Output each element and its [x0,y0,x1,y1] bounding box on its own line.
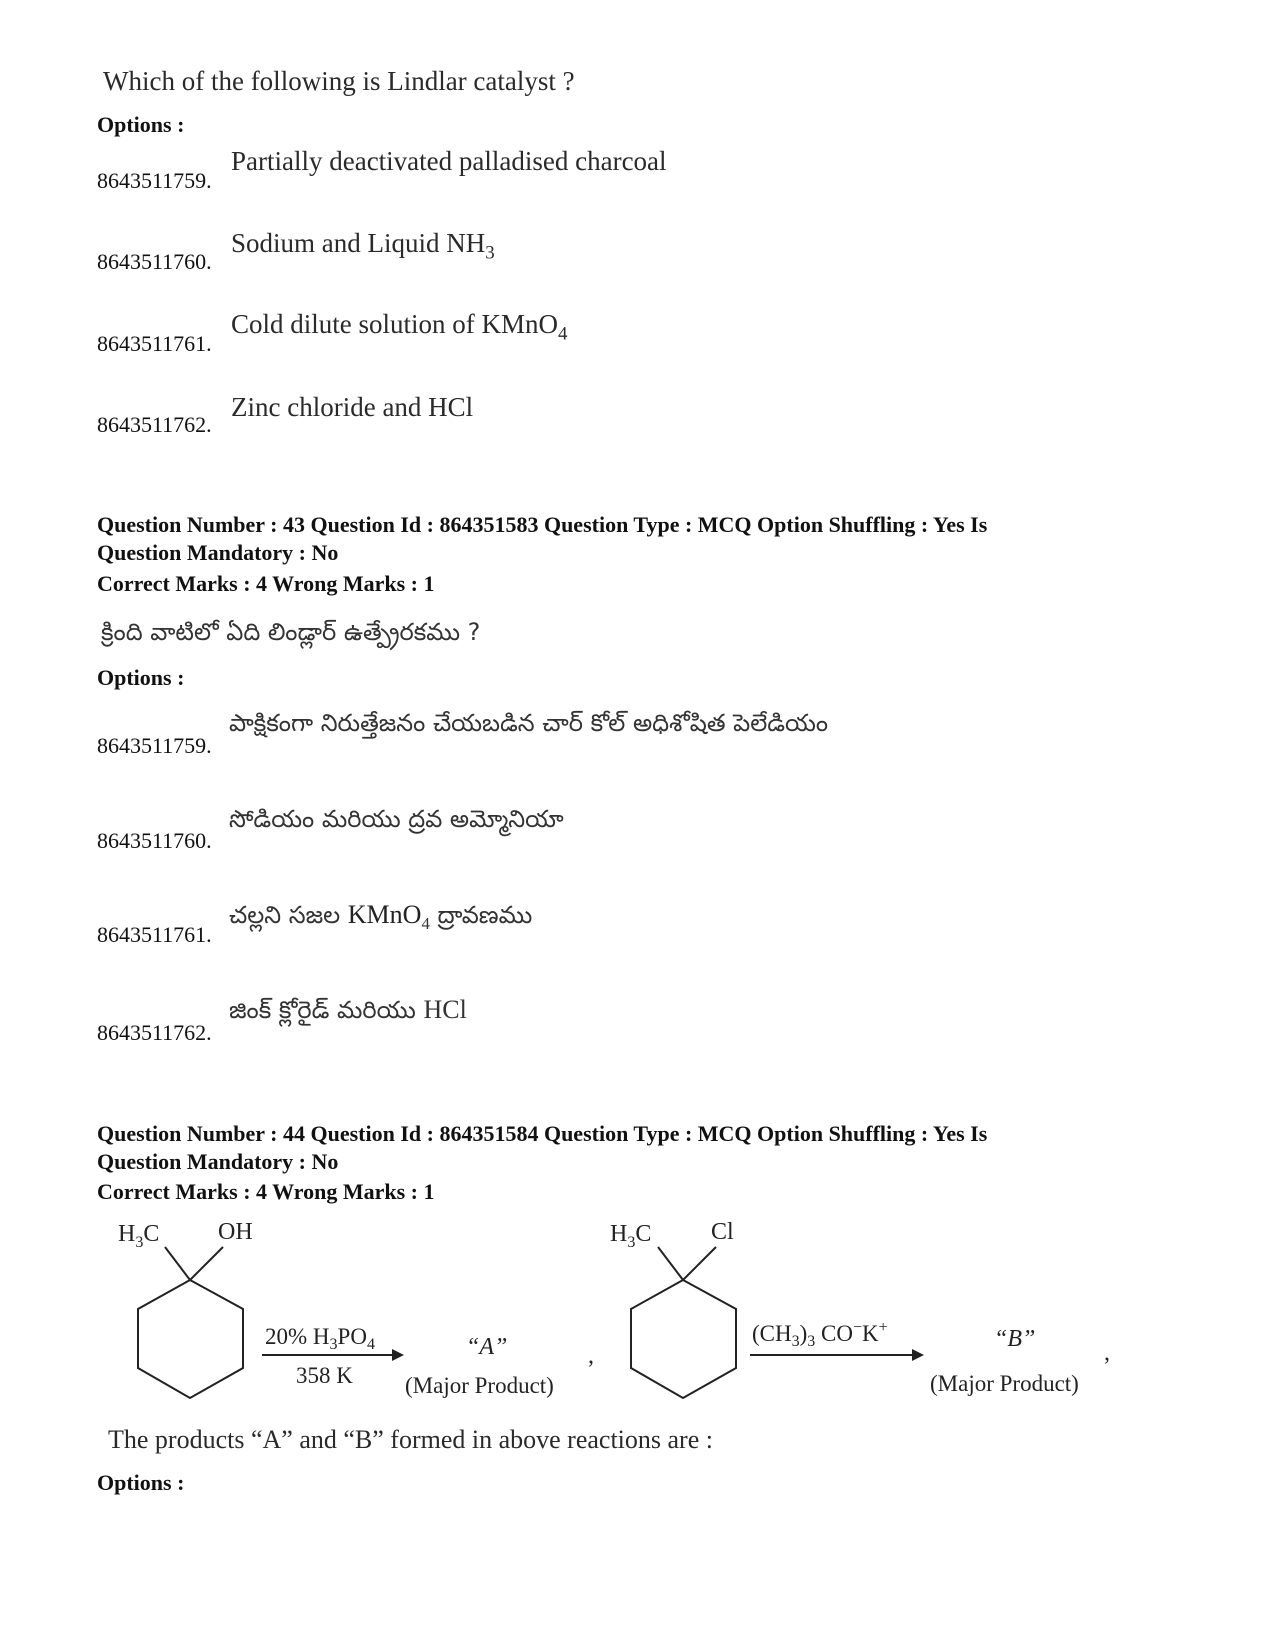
option-text: పాక్షికంగా నిరుత్తేజనం చేయబడిన చార్ కోల్ అధిశోషిత పెలేడియం [229,709,829,737]
product-note: (Major Product) [930,1371,1079,1396]
option-id: 8643511759. [97,733,212,758]
reagent-label: $(CH_3)_3$ CO−K+ [752,1319,888,1350]
question-text-en: Which of the following is Lindlar catalyst ? [103,66,575,96]
option-id: 8643511760. [97,249,212,274]
option-id: 8643511761. [97,331,212,356]
option-text: Zinc chloride and HCl [231,392,474,422]
question-marks: Correct Marks : 4 Wrong Marks : 1 [97,571,435,596]
option-text: చల్లని సజల KMnO$_4$ ద్రావణము [229,900,533,933]
separator-comma: , [1104,1340,1110,1366]
cyclohexanol-structure [138,1247,243,1398]
reaction-scheme [0,1205,1275,1420]
option-id: 8643511762. [97,412,212,437]
option-id: 8643511761. [97,922,212,947]
question-marks: Correct Marks : 4 Wrong Marks : 1 [97,1179,435,1204]
question-text-te: క్రింది వాటిలో ఏది లిండ్లార్ ఉత్ప్రేరకము ? [101,618,481,646]
product-b-label: “B” [994,1326,1036,1352]
product-a-label: “A” [466,1334,508,1360]
chlorocyclohexane-structure [631,1247,736,1398]
substituent-hydroxyl: OH [218,1219,253,1245]
reaction-arrow [750,1349,924,1361]
option-id: 8643511759. [97,168,212,193]
product-note: (Major Product) [405,1373,554,1398]
reagent-label: 20% $H_3PO_4$ [265,1324,375,1353]
condition-label: 358 K [296,1363,353,1388]
option-text: సోడియం మరియు ద్రవ అమ్మోనియా [229,805,564,833]
question-text-en: The products “A” and “B” formed in above reactions are : [108,1425,713,1454]
separator-comma: , [588,1343,594,1369]
question-header: Question Number : 43 Question Id : 864351583 Question Type : MCQ Option Shuffling : Yes Is Question Mandatory : No [97,512,988,565]
option-text: Sodium and Liquid $NH_3$ [231,228,495,264]
option-text: Partially deactivated palladised charcoal [231,146,667,176]
substituent-methyl: $H_3C$ [118,1221,160,1251]
question-header: Question Number : 44 Question Id : 864351584 Question Type : MCQ Option Shuffling : Yes Is Question Mandatory : No [97,1121,988,1174]
substituent-methyl: $H_3C$ [610,1221,652,1251]
options-label: Options : [97,112,185,137]
option-id: 8643511762. [97,1020,212,1045]
substituent-chloro: Cl [711,1219,734,1245]
options-label: Options : [97,1470,185,1495]
option-text: Cold dilute solution of KMnO$_4$ [231,309,568,345]
options-label: Options : [97,665,185,690]
option-id: 8643511760. [97,828,212,853]
option-text: జింక్ క్లోరైడ్ మరియు HCl [229,995,467,1024]
